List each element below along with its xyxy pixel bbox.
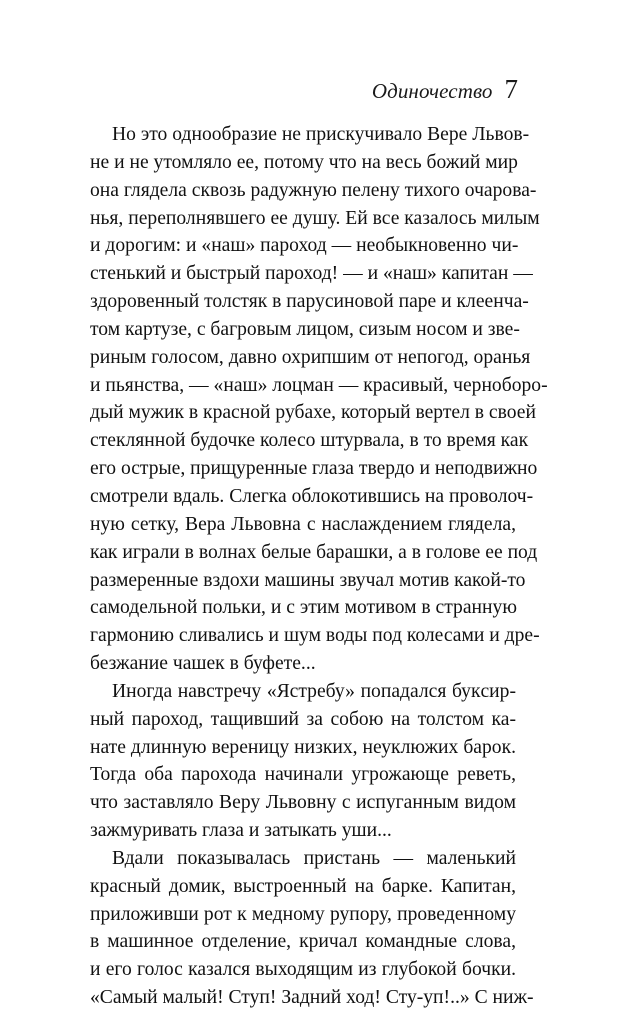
running-head — [372, 76, 518, 104]
text-line: и его голос казался выходящим из глубокой бочки. — [90, 959, 516, 981]
paragraph-2 — [90, 678, 516, 845]
text-line: риным голосом, давно охрипшим от непогод, оранья — [90, 346, 531, 368]
text-line: Но это однообразие не прискучивало Вере Львов- — [112, 124, 530, 145]
text-line: «Самый малый! Ступ! Задний ход! Сту-уп!..» С ниж- — [90, 987, 534, 1009]
text-line: и пьянства, — «наш» лоцман — красивый, черноборо- — [90, 374, 548, 396]
text-line: ный пароход, тащивший за собою на толстом ка- — [90, 708, 516, 730]
text-line: здоровенный толстяк в парусиновой паре и клеенча- — [90, 291, 529, 313]
body-text — [90, 121, 548, 1012]
text-line: гармонию сливались и шум воды под колесами и дре- — [90, 625, 540, 647]
text-line: его острые, прищуренные глаза твердо и неподвижно — [90, 458, 538, 480]
text-line: стенький и быстрый пароход! — и «наш» капитан — — [90, 263, 533, 285]
paragraph-1 — [90, 121, 548, 678]
text-line: том картузе, с багровым лицом, сизым носом и зве- — [90, 318, 520, 340]
text-line: Иногда навстречу «Ястребу» попадался букcир- — [112, 680, 516, 702]
text-line: она глядела сквозь радужную пелену тихого очарова- — [90, 179, 537, 201]
text-line: ную сетку, Вера Львовна с наслаждением глядела, — [90, 513, 516, 535]
text-line: стеклянной будочке колесо штурвала, в то время как — [90, 430, 529, 452]
text-line: что заставляло Веру Львовну с испуганным видом — [90, 792, 516, 814]
running-head-title: Одиночество — [371, 79, 493, 103]
text-line: зажмуривать глаза и затыкать уши... — [90, 820, 392, 842]
text-line: нья, переполнявшего ее душу. Ей все казалось милым — [90, 207, 540, 229]
text-line: красный домик, выстроенный на барке. Капитан, — [90, 875, 516, 897]
text-line: Тогда оба парохода начинали угрожающе реветь, — [90, 764, 516, 786]
text-line: как играли в волнах белые барашки, а в голове ее под — [90, 541, 538, 563]
text-line: и дорогим: и «наш» пароход — необыкновенно чи- — [90, 235, 519, 257]
text-line: дый мужик в красной рубахе, который вертел в своей — [90, 402, 536, 424]
text-line: смотрели вдаль. Слегка облокотившись на проволоч- — [90, 485, 534, 507]
text-line: не и не утомляло ее, потому что на весь божий мир — [90, 151, 518, 173]
text-line: приложивши рот к медному рупору, проведенному — [90, 903, 516, 925]
text-line: нате длинную вереницу низких, неуклюжих барок. — [90, 736, 516, 758]
text-line: Вдали показывалась пристань — маленький — [112, 847, 516, 869]
paragraph-3 — [90, 845, 534, 1012]
text-line: безжание чашек в буфете... — [90, 653, 316, 675]
text-line: самодельной польки, и с этим мотивом в странную — [90, 597, 517, 619]
text-line: в машинное отделение, кричал командные слова, — [90, 931, 516, 953]
text-line: размеренные вздохи машины звучал мотив какой-то — [90, 569, 526, 591]
page-number: 7 — [504, 74, 518, 104]
